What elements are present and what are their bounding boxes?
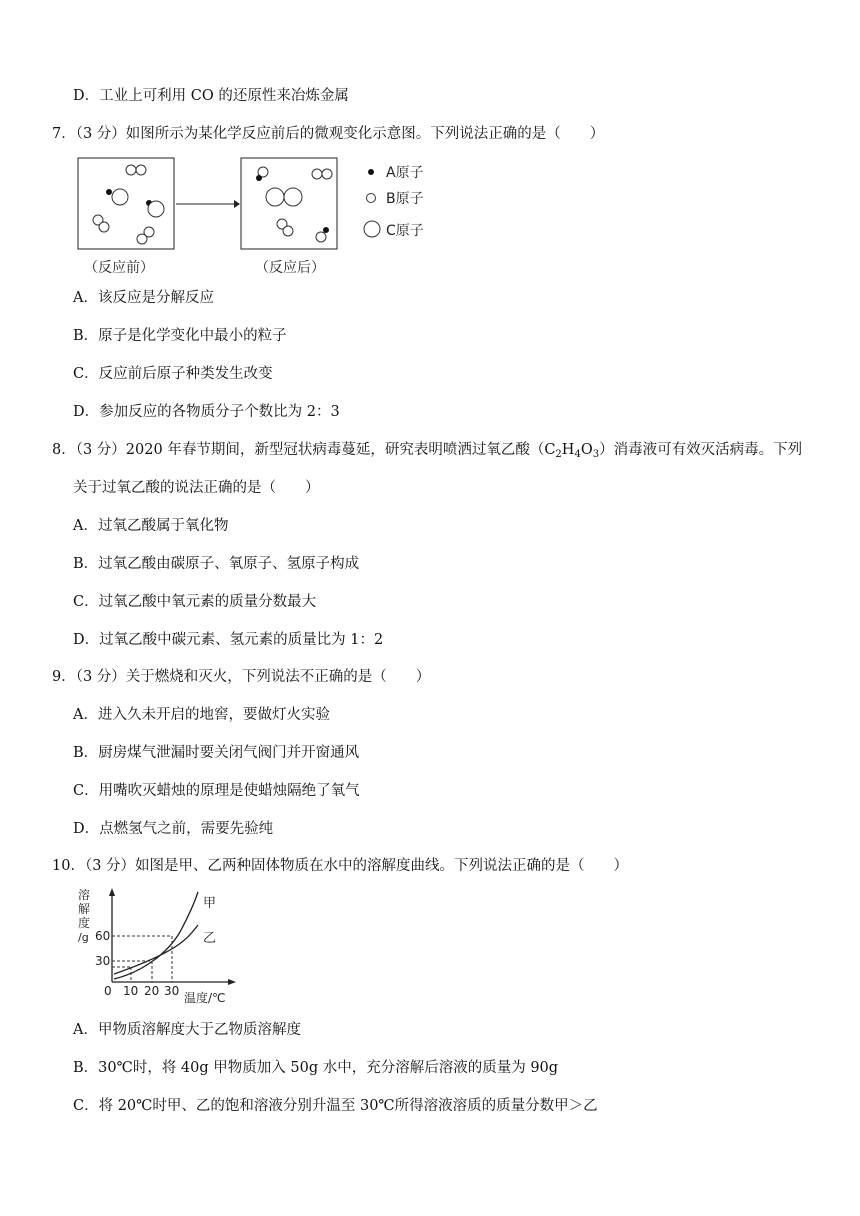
- q9-option-b: B．厨房煤气泄漏时要关闭气阀门并开窗通风: [73, 745, 360, 761]
- q8-option-b: B．过氧乙酸由碳原子、氧原子、氢原子构成: [73, 556, 360, 572]
- curve-jia: [114, 892, 198, 979]
- q7-option-d: D．参加反应的各物质分子个数比为 2：3: [73, 404, 340, 420]
- x-tick-20: 20: [144, 984, 160, 998]
- curve-yi-label: 乙: [203, 931, 217, 946]
- q9-option-c: C．用嘴吹灭蜡烛的原理是使蜡烛隔绝了氧气: [73, 783, 360, 799]
- q7-option-b: B．原子是化学变化中最小的粒子: [73, 328, 287, 344]
- curve-jia-label: 甲: [203, 896, 217, 911]
- q8-option-a: A．过氧乙酸属于氧化物: [73, 518, 229, 534]
- ylabel-char-4: /g: [78, 931, 89, 944]
- ylabel-char-2: 解: [78, 902, 91, 916]
- q10-option-a: A．甲物质溶解度大于乙物质溶解度: [73, 1022, 301, 1038]
- q10-solubility-figure: [72, 882, 247, 1007]
- after-label: （反应后）: [255, 260, 325, 276]
- q6-option-d: D．工业上可利用 CO 的还原性来冶炼金属: [73, 88, 349, 104]
- q7-option-c: C．反应前后原子种类发生改变: [73, 366, 273, 382]
- q10-stem: 10．（3 分）如图是甲、乙两种固体物质在水中的溶解度曲线。下列说法正确的是（ ）: [52, 858, 629, 874]
- q9-option-a: A．进入久未开启的地窖，要做灯火实验: [73, 707, 330, 723]
- q7-reaction-figure: [74, 155, 444, 280]
- q9-option-d: D．点燃氢气之前，需要先验纯: [73, 821, 274, 837]
- y-tick-30: 30: [95, 954, 111, 968]
- q9-stem: 9．（3 分）关于燃烧和灭火，下列说法不正确的是（ ）: [52, 669, 431, 685]
- q7-stem: 7．（3 分）如图所示为某化学反应前后的微观变化示意图。下列说法正确的是（ ）: [52, 126, 605, 142]
- legend-b-label: B原子: [386, 191, 424, 207]
- q10-option-b: B．30℃时，将 40g 甲物质加入 50g 水中，充分溶解后溶液的质量为 90g: [73, 1060, 559, 1076]
- x-tick-30: 30: [164, 984, 180, 998]
- x-axis-label: 温度/℃: [184, 991, 226, 1005]
- q8-stem-line1: 8．（3 分）2020 年春节期间，新型冠状病毒蔓延，研究表明喷洒过氧乙酸$(C_2H_4O_3)$消毒液可有效灭活病毒。下列: [52, 442, 803, 460]
- legend-c-label: C原子: [386, 223, 424, 239]
- q8-stem-line2: 关于过氧乙酸的说法正确的是（ ）: [73, 480, 320, 496]
- ylabel-char-3: 度: [78, 916, 91, 930]
- before-label: （反应前）: [84, 260, 154, 276]
- legend-a-dot: [368, 169, 374, 175]
- q10-option-c: C．将 20℃时甲、乙的饱和溶液分别升温至 30℃所得溶液溶质的质量分数甲＞乙: [73, 1098, 598, 1114]
- ylabel-char-1: 溶: [78, 888, 91, 902]
- q8-option-c: C．过氧乙酸中氧元素的质量分数最大: [73, 594, 317, 610]
- y-tick-60: 60: [95, 929, 111, 943]
- x-tick-10: 10: [123, 984, 139, 998]
- curve-yi: [114, 925, 198, 974]
- q7-option-a: A．该反应是分解反应: [73, 290, 214, 306]
- legend-c-dot: [364, 221, 380, 237]
- legend-a-label: A原子: [386, 165, 424, 181]
- legend-b-dot: [367, 194, 376, 203]
- q8-option-d: D．过氧乙酸中碳元素、氢元素的质量比为 1：2: [73, 632, 384, 648]
- origin-label: 0: [104, 984, 112, 998]
